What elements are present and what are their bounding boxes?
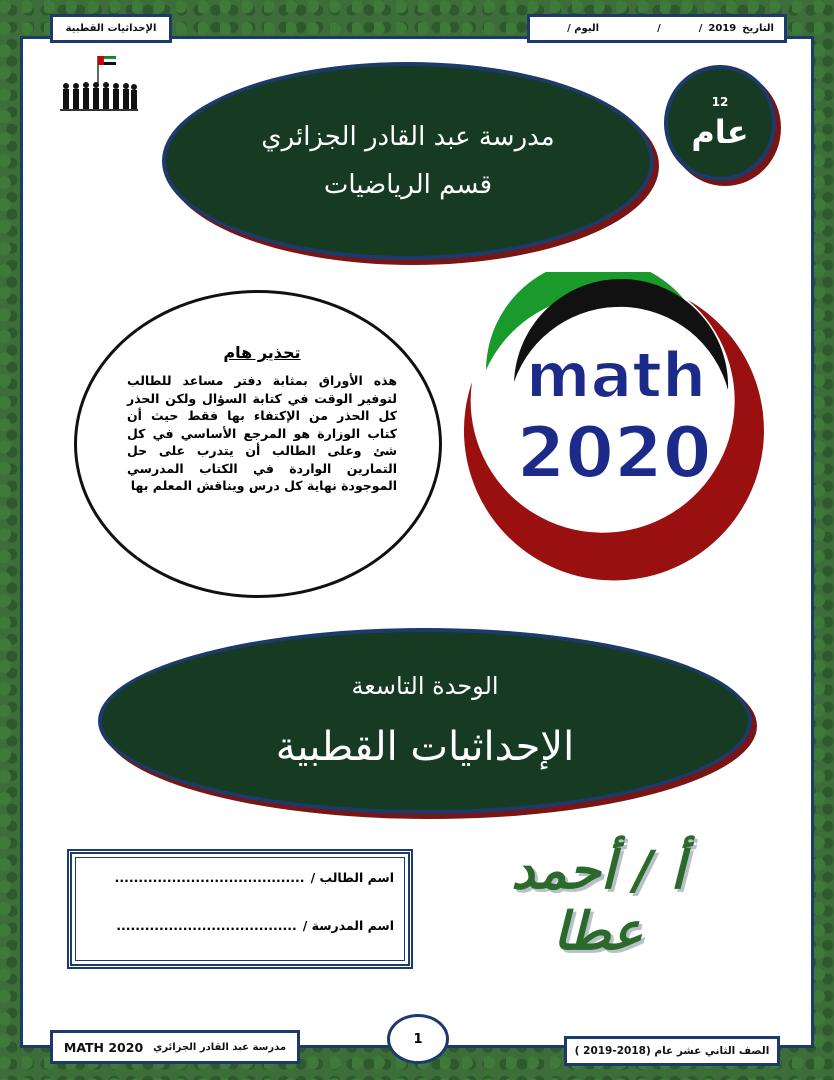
unit-title: الإحداثيات القطبية <box>275 724 575 770</box>
header-date-box <box>527 14 787 43</box>
logo-year-text: 2020 <box>516 412 712 494</box>
warning-body: هذه الأوراق بمثابة دفتر مساعد للطالب لتوفير الوقت في كتابة السؤال ولكن الحذر كل الحذر من الإكتفاء بها فقط حيث أن كتاب الوزارة هو المرجع الأساسي في كل شئ وعلى الطالب أن يتدرب على حل التمارين الواردة في الكتاب المدرسي الموجودة نهاية كل درس ويناقش المعلم بها <box>127 373 397 493</box>
footer-brand: MATH 2020 <box>63 1039 144 1055</box>
teacher-signature: أ / أحمد عطا <box>511 840 685 962</box>
national-figures-logo <box>58 52 140 112</box>
page-number-circle <box>387 1014 449 1064</box>
date-year: 2019 <box>708 23 737 34</box>
student-name-label: اسم الطالب / <box>310 870 394 885</box>
grade-label: عام <box>691 113 749 151</box>
department-name: قسم الرياضيات <box>323 170 493 200</box>
school-name-field[interactable]: ...................................... <box>116 918 297 933</box>
school-name: مدرسة عبد القادر الجزائري <box>261 122 555 152</box>
unit-subtitle: الوحدة التاسعة <box>351 672 499 700</box>
school-banner <box>162 62 654 260</box>
date-slash-2: / <box>657 23 661 34</box>
math-2020-logo <box>458 272 764 586</box>
footer-grade: الصف الثاني عشر عام (2018-2019 ) <box>574 1045 770 1057</box>
page-number: 1 <box>413 1031 423 1047</box>
footer-right-box <box>564 1036 780 1066</box>
logo-math-text: math <box>525 339 707 412</box>
day-label: اليوم / <box>567 23 600 34</box>
warning-box <box>74 290 442 598</box>
header-topic-text: الإحداثيات القطبية <box>65 23 157 34</box>
grade-badge <box>664 65 776 181</box>
student-name-field[interactable]: ........................................ <box>114 870 305 885</box>
school-name-label: اسم المدرسة / <box>302 918 394 933</box>
unit-banner <box>98 628 752 814</box>
grade-number: 12 <box>711 95 729 109</box>
warning-title: تحذير هام <box>223 343 301 362</box>
footer-left-box <box>50 1030 300 1064</box>
student-info-box <box>67 849 413 969</box>
footer-school: مدرسة عبد القادر الجزائري <box>153 1041 287 1053</box>
header-topic-box <box>50 14 172 43</box>
date-slash-1: / <box>698 23 703 34</box>
date-label: التاريخ <box>742 23 774 34</box>
